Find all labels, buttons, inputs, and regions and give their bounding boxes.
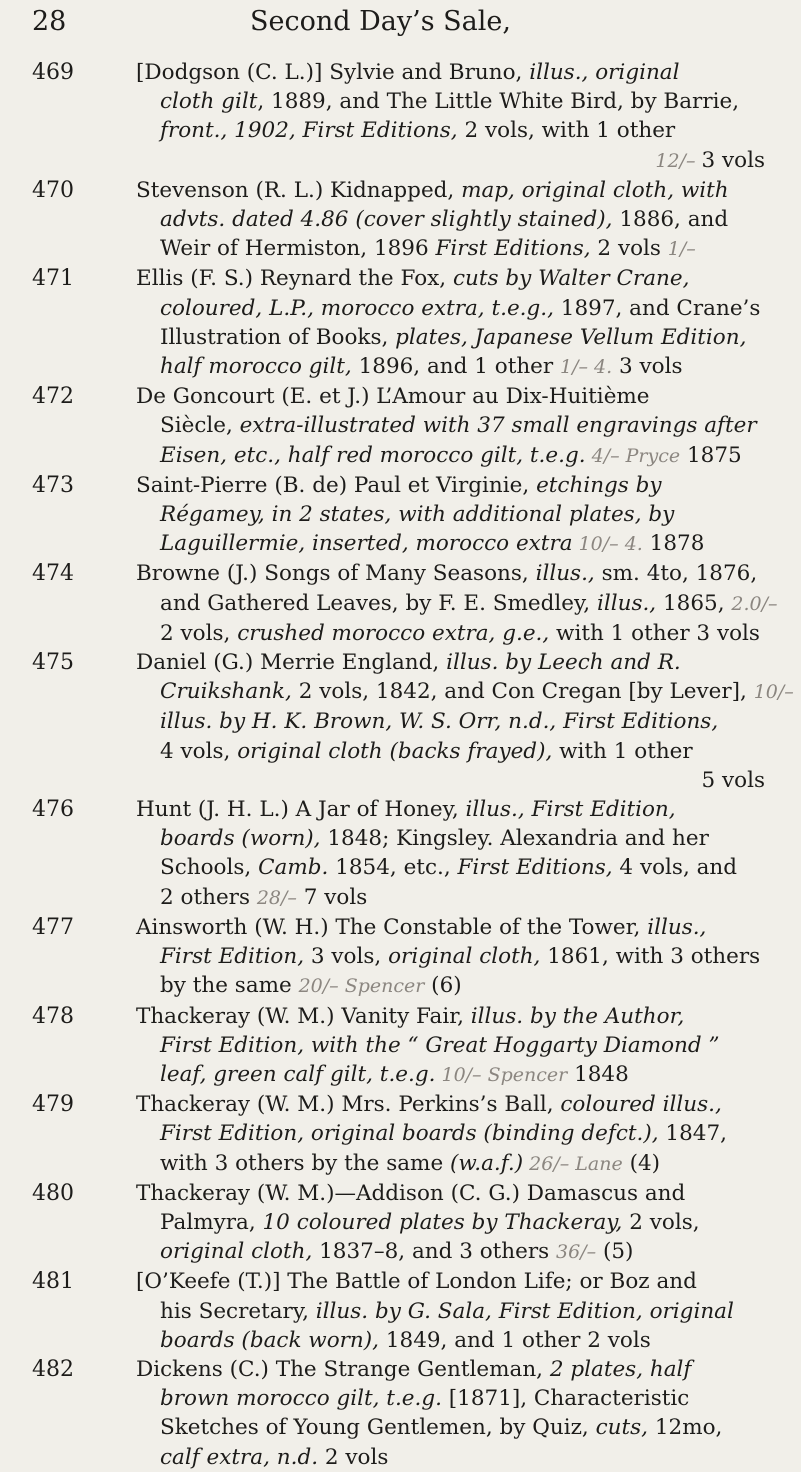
lot-line — [136, 294, 787, 323]
lot-line — [136, 971, 787, 1001]
price-annotation: 1/– 4. — [560, 356, 613, 379]
lot-line — [136, 707, 787, 736]
lot-entry — [0, 176, 801, 265]
lot-entry — [0, 1355, 801, 1472]
lot-line — [136, 559, 787, 588]
lot-text: Dickens (C.) The Strange Gentleman, — [136, 1356, 550, 1382]
lot-line — [136, 1384, 787, 1413]
lot-line — [136, 1297, 787, 1326]
lot-text: with 3 others by the same — [160, 1150, 450, 1176]
lot-entry — [0, 471, 801, 560]
lot-line — [136, 1355, 787, 1384]
lot-text: front., 1902, First Editions, — [160, 118, 458, 144]
lot-line — [136, 205, 787, 234]
lot-text: calf extra, n.d. — [160, 1444, 319, 1470]
lot-text: cuts by Walter Crane, — [452, 266, 690, 292]
lot-text: and Gathered Leaves, by F. E. Smedley, — [160, 590, 597, 616]
lot-text: 1849, and 1 other 2 vols — [379, 1327, 651, 1353]
lot-entry — [0, 795, 801, 913]
lot-entry — [0, 559, 801, 648]
lot-entry — [0, 1267, 801, 1355]
lot-text: (4) — [622, 1150, 661, 1176]
lot-text: 1861, with 3 others — [540, 944, 761, 970]
lot-text: sm. 4to, 1876, — [594, 561, 758, 587]
lot-text: Illustration of Books, — [160, 324, 396, 350]
lot-text: Eisen, etc., half red morocco gilt, t.e.g. — [160, 442, 586, 468]
lot-text: Ainsworth (W. H.) The Constable of the Tower, — [136, 914, 648, 940]
lot-line — [136, 58, 787, 87]
lot-text: (w.a.f.) — [450, 1150, 524, 1176]
lot-line — [136, 116, 787, 145]
lot-text: [O’Keefe (T.)] The Battle of London Life; or Boz and — [136, 1269, 697, 1295]
lot-text: 1847, — [658, 1121, 727, 1147]
price-annotation: 26/– Lane — [523, 1152, 623, 1175]
lot-text: his Secretary, — [160, 1298, 316, 1324]
lot-text: etchings by — [536, 472, 662, 498]
lot-line — [136, 1002, 787, 1031]
lot-line — [136, 589, 787, 619]
lot-text: 10 coloured plates by Thackeray, — [262, 1209, 623, 1235]
running-title: Second Day’s Sale, — [250, 6, 511, 37]
lot-text: brown morocco gilt, t.e.g. — [160, 1386, 442, 1412]
lot-text: 3 vols — [701, 147, 765, 173]
lot-text: First Editions, — [457, 855, 613, 881]
lot-text: 2 vols, — [622, 1209, 700, 1235]
lot-number: 474 — [32, 561, 74, 587]
lot-line — [136, 471, 787, 500]
lot-text: Thackeray (W. M.)—Addison (C. G.) Damascus and — [136, 1180, 686, 1206]
lot-text: 2 vols, 1842, and Con Cregan [by Lever], — [291, 679, 754, 705]
lot-text: [1871], Characteristic — [441, 1386, 690, 1412]
lot-text: Thackeray (W. M.) Vanity Fair, — [136, 1003, 471, 1029]
lot-text: Daniel (G.) Merrie England, — [136, 650, 447, 676]
price-annotation: 10/– Spencer — [435, 1063, 568, 1086]
lot-line — [136, 146, 787, 176]
lot-text: half morocco gilt, — [160, 354, 352, 380]
lot-line — [136, 824, 787, 853]
lot-text: coloured illus., — [560, 1092, 722, 1118]
lot-list — [0, 58, 801, 1472]
lot-line — [136, 677, 794, 707]
lot-text: with 1 other — [552, 738, 693, 764]
lot-text: Régamey, in 2 states, with additional plates, by — [160, 502, 675, 528]
lot-line — [136, 382, 787, 411]
lot-line — [136, 883, 787, 913]
lot-text: map, original cloth, with — [461, 177, 729, 203]
lot-text: illus. by Leech and R. — [446, 650, 681, 676]
lot-text: (5) — [596, 1239, 634, 1265]
lot-number: 480 — [32, 1180, 74, 1206]
lot-text: illus. by G. Sala, First Edition, original — [315, 1298, 734, 1324]
lot-number: 470 — [32, 177, 74, 203]
lot-line — [136, 1090, 787, 1119]
lot-text: [Dodgson (C. L.)] Sylvie and Bruno, — [136, 60, 530, 85]
lot-number: 472 — [32, 384, 74, 410]
lot-number: 471 — [32, 266, 74, 292]
lot-text: boards (worn), — [160, 826, 321, 852]
lot-text: First Edition, with the “ Great Hoggarty Diamond ” — [160, 1032, 720, 1058]
lot-line — [136, 234, 787, 264]
lot-line — [136, 1413, 787, 1442]
lot-line — [136, 1443, 787, 1472]
lot-line — [136, 1326, 787, 1355]
lot-line — [136, 795, 787, 824]
lot-text: Schools, — [160, 855, 259, 881]
lot-text: Browne (J.) Songs of Many Seasons, — [136, 561, 536, 587]
lot-number: 476 — [32, 797, 74, 823]
lot-text: 1896, and 1 other — [351, 354, 561, 380]
lot-text: 1837–8, and 3 others — [312, 1239, 557, 1265]
price-annotation: 36/– — [556, 1241, 597, 1264]
lot-text: Thackeray (W. M.) Mrs. Perkins’s Ball, — [136, 1092, 561, 1118]
lot-text: Laguillermie, inserted, morocco extra — [160, 531, 573, 557]
lot-text: First Edition, — [160, 944, 305, 970]
lot-text: original cloth, — [388, 944, 541, 970]
lot-entry — [0, 1002, 801, 1091]
lot-text: cloth gilt — [160, 89, 258, 115]
price-annotation: 2.0/– — [731, 592, 778, 615]
lot-text: Weir of Hermiston, 1896 — [160, 236, 436, 262]
lot-text: illus., — [596, 590, 657, 616]
lot-text: Ellis (F. S.) Reynard the Fox, — [136, 266, 453, 292]
price-annotation: 1/– — [667, 238, 696, 261]
lot-text: extra-illustrated with 37 small engravings after — [239, 413, 757, 439]
lot-text: 1878 — [642, 531, 705, 557]
lot-number: 482 — [32, 1356, 74, 1382]
lot-number: 469 — [32, 60, 74, 85]
lot-text: 2 others — [160, 884, 257, 910]
lot-text: Palmyra, — [160, 1209, 263, 1235]
lot-entry — [0, 1090, 801, 1179]
lot-line — [136, 352, 787, 382]
lot-entry — [0, 1179, 801, 1268]
lot-line — [136, 323, 787, 352]
price-annotation: 10/– 4. — [572, 533, 643, 556]
lot-entry — [0, 58, 801, 176]
lot-text: First Editions, — [435, 236, 591, 262]
lot-text: Stevenson (R. L.) Kidnapped, — [136, 177, 462, 203]
lot-text: illus., — [535, 561, 595, 587]
lot-line — [136, 1179, 787, 1208]
price-annotation: 4/– Pryce — [585, 444, 681, 467]
lot-text: plates, Japanese Vellum Edition, — [395, 324, 747, 350]
lot-entry — [0, 913, 801, 1002]
lot-entry — [0, 382, 801, 471]
lot-text: 1848 — [567, 1061, 629, 1087]
lot-line — [136, 1119, 787, 1148]
lot-text: De Goncourt (E. et J.) L’Amour au Dix-Huitième — [136, 384, 650, 410]
lot-text: original cloth (backs frayed), — [237, 738, 553, 764]
price-annotation: 10/– — [753, 681, 794, 704]
lot-line — [136, 737, 787, 766]
lot-text: 1875 — [680, 442, 742, 468]
lot-text: illus., First Edition, — [465, 797, 676, 823]
lot-text: Cruikshank, — [160, 679, 292, 705]
lot-text: , 1889, and The Little White Bird, by Barrie, — [257, 89, 740, 115]
lot-text: 2 vols, — [160, 620, 238, 646]
lot-text: 4 vols, and — [612, 855, 738, 881]
lot-text: 2 plates, half — [549, 1356, 692, 1382]
lot-line — [136, 853, 787, 882]
page-header — [32, 6, 772, 46]
lot-line — [136, 1208, 787, 1237]
lot-line — [136, 87, 787, 116]
lot-text: 1848; Kingsley. Alexandria and her — [320, 826, 709, 852]
lot-text: illus., — [647, 914, 707, 940]
lot-line — [136, 441, 787, 471]
lot-number: 475 — [32, 650, 74, 676]
lot-line — [136, 264, 787, 293]
lot-text: illus., original — [529, 60, 680, 85]
lot-text: (6) — [424, 973, 462, 999]
lot-text: by the same — [160, 973, 299, 999]
lot-line — [136, 176, 787, 205]
lot-line — [136, 942, 787, 971]
lot-entry — [0, 264, 801, 382]
lot-text: 1865, — [656, 590, 732, 616]
price-annotation: 28/– — [256, 886, 297, 909]
lot-number: 481 — [32, 1269, 74, 1295]
lot-text: Hunt (J. H. L.) A Jar of Honey, — [136, 797, 466, 823]
lot-line — [136, 411, 787, 440]
lot-text: illus. by the Author, — [470, 1003, 685, 1029]
lot-text: advts. dated 4.86 (cover slightly stained), — [160, 207, 613, 233]
lot-entry — [0, 648, 801, 795]
lot-line — [136, 529, 787, 559]
lot-text: original cloth, — [160, 1239, 313, 1265]
lot-line — [136, 1060, 787, 1090]
lot-text: 4 vols, — [160, 738, 238, 764]
lot-line — [136, 1267, 787, 1296]
lot-text: 12mo, — [648, 1415, 723, 1441]
lot-number: 477 — [32, 914, 74, 940]
lot-text: boards (back worn), — [160, 1327, 379, 1353]
lot-text: 7 vols — [296, 884, 368, 910]
price-annotation: 12/– — [655, 149, 702, 172]
lot-line — [136, 1149, 787, 1179]
lot-text: coloured, L.P., morocco extra, t.e.g., — [160, 295, 554, 321]
lot-number: 479 — [32, 1092, 74, 1118]
lot-text: 2 vols — [590, 236, 668, 262]
lot-text: Saint-Pierre (B. de) Paul et Virginie, — [136, 472, 537, 498]
lot-text: 1854, etc., — [328, 855, 458, 881]
lot-number: 473 — [32, 472, 74, 498]
lot-text: Siècle, — [160, 413, 240, 439]
lot-line — [136, 766, 787, 795]
lot-text: First Edition, original boards (binding defct.), — [160, 1121, 659, 1147]
lot-text: 1897, and Crane’s — [553, 295, 761, 321]
lot-line — [136, 619, 787, 648]
lot-text: with 1 other 3 vols — [549, 620, 760, 646]
lot-number: 478 — [32, 1003, 74, 1029]
lot-line — [136, 1031, 787, 1060]
lot-text: 2 vols, with 1 other — [457, 118, 676, 144]
lot-line — [136, 913, 787, 942]
lot-line — [136, 648, 787, 677]
page-number: 28 — [32, 6, 67, 37]
lot-text: cuts, — [595, 1415, 649, 1441]
lot-text: 2 vols — [318, 1444, 389, 1470]
lot-text: 3 vols, — [304, 944, 389, 970]
lot-text: Sketches of Young Gentlemen, by Quiz, — [160, 1415, 596, 1441]
lot-line — [136, 500, 787, 529]
lot-text: 5 vols — [701, 767, 765, 793]
lot-text: 1886, and — [612, 207, 729, 233]
lot-text: crushed morocco extra, g.e., — [237, 620, 550, 646]
lot-text: 3 vols — [612, 354, 683, 380]
lot-line — [136, 1237, 787, 1267]
lot-text: leaf, green calf gilt, t.e.g. — [160, 1061, 436, 1087]
lot-text: illus. by H. K. Brown, W. S. Orr, n.d., First Editions, — [160, 709, 719, 735]
lot-text: Camb. — [258, 855, 329, 881]
price-annotation: 20/– Spencer — [298, 975, 425, 998]
